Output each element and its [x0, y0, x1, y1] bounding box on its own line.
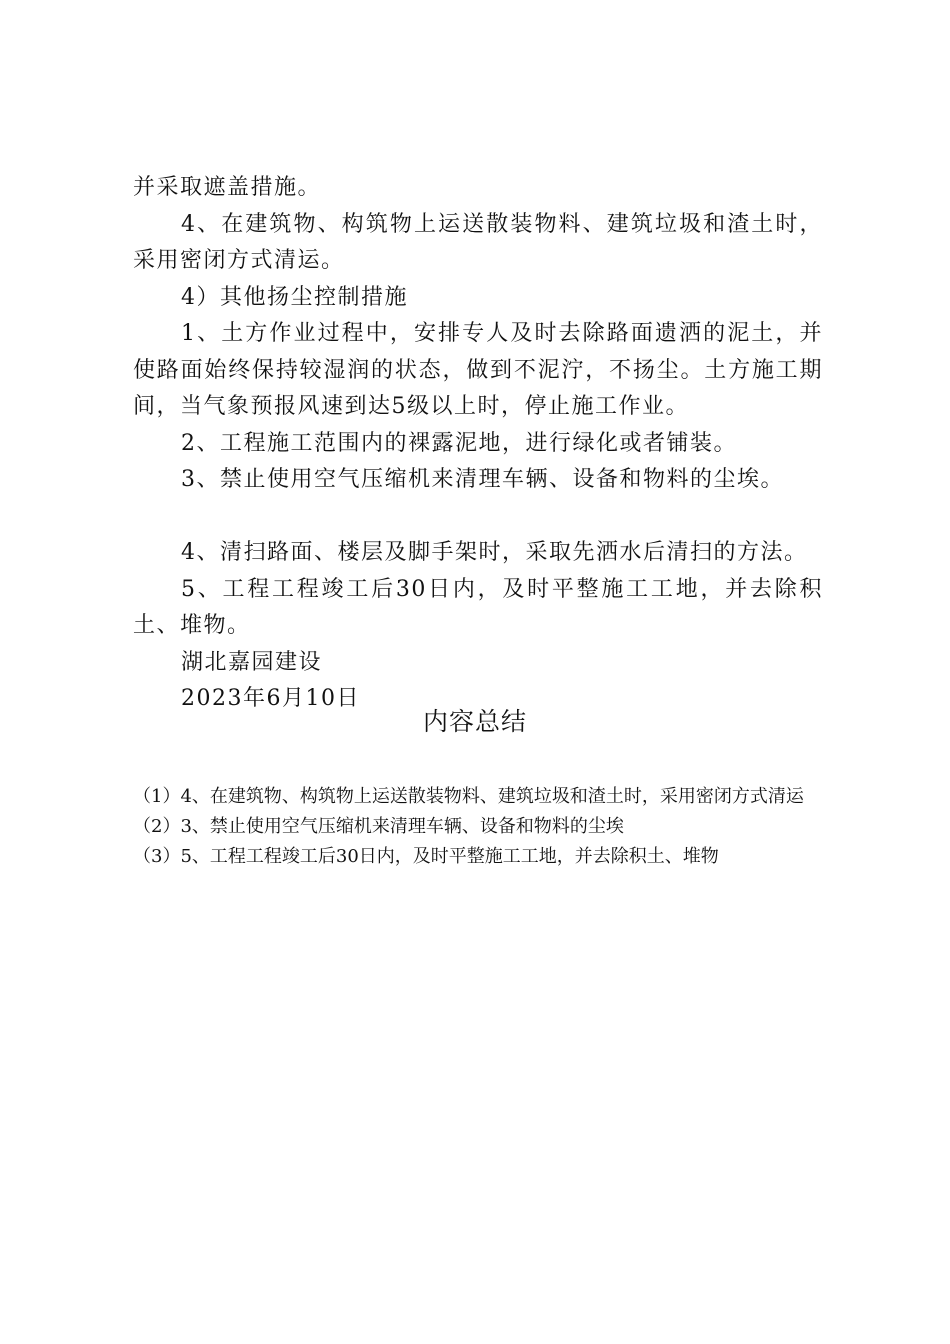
summary-item: （1）4、在建筑物、构筑物上运送散装物料、建筑垃圾和渣土时，采用密闭方式清运	[133, 786, 804, 807]
paragraph-closed-transport: 4、在建筑物、构筑物上运送散装物料、建筑垃圾和渣土时，采用密闭方式清运。	[133, 211, 823, 273]
paragraph-completion-cleanup: 5、工程工程竣工后30日内，及时平整施工工地，并去除积土、堆物。	[133, 576, 823, 638]
summary-item: （2）3、禁止使用空气压缩机来清理车辆、设备和物料的尘埃	[133, 816, 624, 837]
signature-company: 湖北嘉园建设	[181, 649, 323, 675]
paragraph-sweeping: 4、清扫路面、楼层及脚手架时，采取先洒水后清扫的方法。	[181, 540, 808, 565]
paragraph-spacer	[133, 499, 823, 536]
summary-title: 内容总结	[422, 707, 527, 736]
paragraph-air-compressor: 3、禁止使用空气压缩机来清理车辆、设备和物料的尘埃。	[181, 467, 784, 492]
summary-item: （3）5、工程工程竣工后30日内，及时平整施工工地，并去除积土、堆物	[133, 846, 719, 867]
paragraph-bare-soil: 2、工程施工范围内的裸露泥地，进行绿化或者铺装。	[181, 430, 737, 456]
signature-date: 2023年6月10日	[181, 686, 360, 711]
paragraph-cover-measures: 并采取遮盖措施。	[133, 175, 322, 200]
document-body	[133, 170, 823, 718]
paragraph-earthwork: 1、土方作业过程中，安排专人及时去除路面遗洒的泥土，并使路面始终保持较湿润的状态，做到不泥泞，不扬尘。土方施工期间，当气象预报风速到达5级以上时，停止施工作业。	[133, 321, 823, 419]
summary-list	[133, 782, 823, 872]
section-heading-other-dust-control: 4）其他扬尘控制措施	[181, 284, 408, 310]
